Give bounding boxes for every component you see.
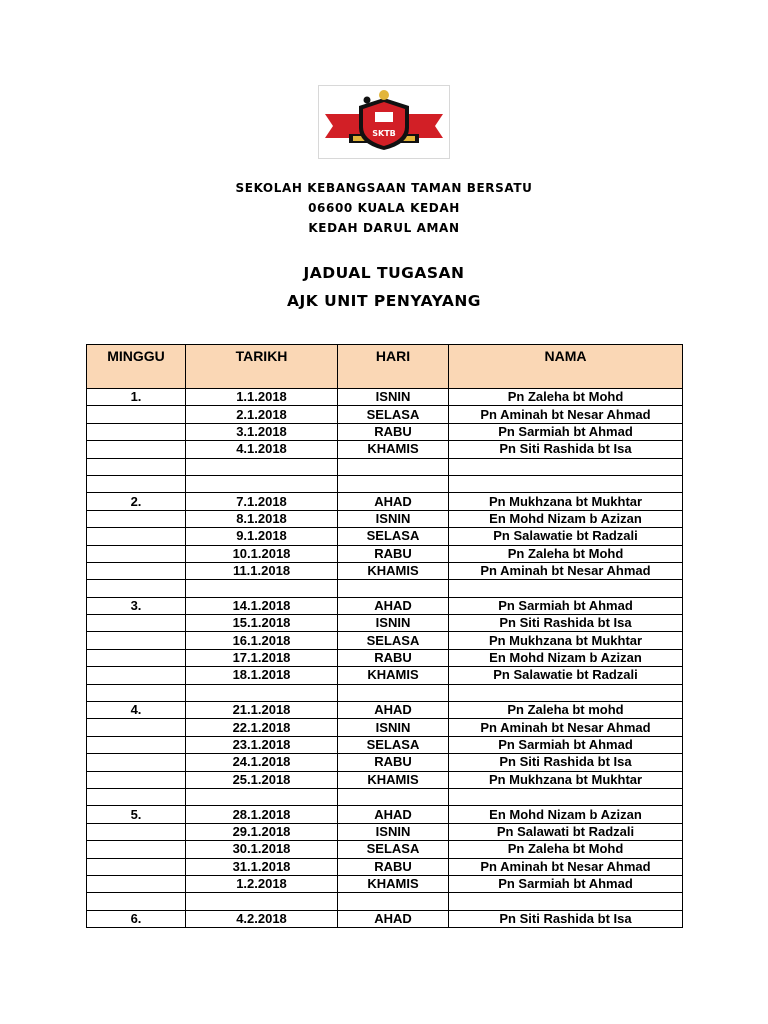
table-row [87,562,683,579]
cell-minggu: 2. [87,493,186,510]
cell-hari: AHAD [338,597,449,614]
cell-nama: Pn Salawati bt Radzali [449,823,683,840]
school-name: SEKOLAH KEBANGSAAN TAMAN BERSATU [235,181,533,195]
cell-tarikh: 25.1.2018 [186,771,338,788]
cell-tarikh: 14.1.2018 [186,597,338,614]
table-row [87,458,683,475]
table-row [87,910,683,927]
cell-hari: RABU [338,423,449,440]
cell-minggu [87,771,186,788]
cell-tarikh: 16.1.2018 [186,632,338,649]
school-state: KEDAH DARUL AMAN [308,221,460,235]
cell-nama [449,893,683,910]
table-row [87,788,683,805]
cell-nama: En Mohd Nizam b Azizan [449,649,683,666]
cell-nama: Pn Salawatie bt Radzali [449,528,683,545]
cell-tarikh: 30.1.2018 [186,841,338,858]
cell-minggu: 5. [87,806,186,823]
table-row [87,771,683,788]
cell-tarikh: 23.1.2018 [186,736,338,753]
cell-nama: Pn Zaleha bt Mohd [449,389,683,406]
cell-hari [338,580,449,597]
cell-hari [338,458,449,475]
table-row [87,875,683,892]
header-tarikh: TARIKH [186,345,338,389]
cell-tarikh: 8.1.2018 [186,510,338,527]
cell-tarikh: 15.1.2018 [186,615,338,632]
table-row [87,841,683,858]
cell-minggu [87,406,186,423]
table-row [87,632,683,649]
table-row [87,615,683,632]
cell-hari [338,893,449,910]
cell-nama: Pn Siti Rashida bt Isa [449,754,683,771]
cell-nama [449,788,683,805]
cell-nama: Pn Aminah bt Nesar Ahmad [449,406,683,423]
cell-nama: Pn Sarmiah bt Ahmad [449,423,683,440]
table-row [87,719,683,736]
cell-tarikh [186,788,338,805]
cell-nama: Pn Siti Rashida bt Isa [449,441,683,458]
cell-minggu [87,475,186,492]
cell-minggu [87,858,186,875]
cell-nama [449,684,683,701]
header-minggu: MINGGU [87,345,186,389]
cell-tarikh: 11.1.2018 [186,562,338,579]
table-row [87,649,683,666]
cell-hari: KHAMIS [338,441,449,458]
cell-tarikh: 10.1.2018 [186,545,338,562]
cell-nama: En Mohd Nizam b Azizan [449,510,683,527]
cell-minggu [87,893,186,910]
cell-minggu [87,788,186,805]
cell-nama: En Mohd Nizam b Azizan [449,806,683,823]
cell-minggu: 4. [87,702,186,719]
cell-hari [338,475,449,492]
table-header-row [87,345,683,389]
cell-nama: Pn Mukhzana bt Mukhtar [449,771,683,788]
page-subtitle: AJK UNIT PENYAYANG [286,292,482,310]
header-hari: HARI [338,345,449,389]
cell-hari: SELASA [338,632,449,649]
cell-nama: Pn Siti Rashida bt Isa [449,615,683,632]
cell-tarikh: 17.1.2018 [186,649,338,666]
cell-nama: Pn Siti Rashida bt Isa [449,910,683,927]
cell-nama [449,580,683,597]
logo-text: SKTB [372,129,396,138]
cell-minggu [87,736,186,753]
table-row [87,597,683,614]
cell-nama [449,458,683,475]
cell-nama: Pn Mukhzana bt Mukhtar [449,632,683,649]
cell-nama: Pn Sarmiah bt Ahmad [449,597,683,614]
table-row [87,684,683,701]
table-row [87,475,683,492]
table-row [87,754,683,771]
cell-tarikh: 1.2.2018 [186,875,338,892]
cell-minggu: 3. [87,597,186,614]
cell-tarikh: 2.1.2018 [186,406,338,423]
cell-hari: KHAMIS [338,875,449,892]
table-row [87,528,683,545]
cell-minggu [87,667,186,684]
cell-tarikh: 4.1.2018 [186,441,338,458]
cell-nama: Pn Sarmiah bt Ahmad [449,736,683,753]
table-row [87,545,683,562]
table-row [87,736,683,753]
table-row [87,510,683,527]
cell-hari: SELASA [338,841,449,858]
cell-minggu [87,562,186,579]
table-row [87,423,683,440]
cell-nama: Pn Sarmiah bt Ahmad [449,875,683,892]
cell-hari: RABU [338,858,449,875]
table-row [87,702,683,719]
cell-tarikh [186,893,338,910]
cell-hari: KHAMIS [338,771,449,788]
cell-tarikh: 22.1.2018 [186,719,338,736]
cell-minggu [87,632,186,649]
cell-minggu [87,823,186,840]
cell-hari: ISNIN [338,389,449,406]
table-body [87,389,683,928]
cell-hari: ISNIN [338,719,449,736]
cell-nama: Pn Zaleha bt Mohd [449,841,683,858]
cell-tarikh [186,580,338,597]
cell-minggu [87,875,186,892]
cell-tarikh [186,684,338,701]
cell-minggu [87,423,186,440]
table-row [87,806,683,823]
cell-hari: ISNIN [338,510,449,527]
cell-tarikh: 7.1.2018 [186,493,338,510]
cell-hari: SELASA [338,736,449,753]
cell-hari: SELASA [338,528,449,545]
cell-hari: AHAD [338,910,449,927]
cell-hari: AHAD [338,806,449,823]
cell-tarikh: 4.2.2018 [186,910,338,927]
cell-minggu [87,545,186,562]
cell-tarikh: 28.1.2018 [186,806,338,823]
cell-minggu [87,649,186,666]
cell-nama: Pn Salawatie bt Radzali [449,667,683,684]
cell-tarikh: 18.1.2018 [186,667,338,684]
cell-tarikh: 3.1.2018 [186,423,338,440]
cell-hari: KHAMIS [338,667,449,684]
table-row [87,406,683,423]
school-logo [318,85,450,159]
cell-minggu [87,528,186,545]
page-title: JADUAL TUGASAN [303,264,465,282]
duty-roster-table [86,344,683,928]
cell-tarikh: 9.1.2018 [186,528,338,545]
cell-tarikh: 24.1.2018 [186,754,338,771]
cell-nama: Pn Zaleha bt mohd [449,702,683,719]
cell-minggu: 6. [87,910,186,927]
cell-tarikh [186,458,338,475]
cell-hari: ISNIN [338,823,449,840]
cell-minggu [87,719,186,736]
cell-tarikh [186,475,338,492]
cell-tarikh: 1.1.2018 [186,389,338,406]
cell-hari: RABU [338,649,449,666]
table-row [87,389,683,406]
cell-minggu [87,754,186,771]
cell-hari [338,788,449,805]
cell-minggu [87,580,186,597]
table-row [87,580,683,597]
cell-tarikh: 31.1.2018 [186,858,338,875]
cell-hari: AHAD [338,702,449,719]
table-row [87,858,683,875]
table-row [87,493,683,510]
cell-minggu [87,615,186,632]
cell-minggu [87,841,186,858]
cell-tarikh: 29.1.2018 [186,823,338,840]
cell-tarikh: 21.1.2018 [186,702,338,719]
cell-hari: KHAMIS [338,562,449,579]
cell-hari [338,684,449,701]
table-row [87,667,683,684]
school-crest-icon [319,86,449,158]
cell-hari: RABU [338,545,449,562]
cell-hari: AHAD [338,493,449,510]
cell-nama: Pn Aminah bt Nesar Ahmad [449,858,683,875]
cell-hari: RABU [338,754,449,771]
cell-nama: Pn Mukhzana bt Mukhtar [449,493,683,510]
cell-minggu: 1. [87,389,186,406]
cell-minggu [87,441,186,458]
cell-nama: Pn Zaleha bt Mohd [449,545,683,562]
table-row [87,823,683,840]
table-row [87,441,683,458]
cell-hari: SELASA [338,406,449,423]
cell-nama: Pn Aminah bt Nesar Ahmad [449,719,683,736]
cell-nama: Pn Aminah bt Nesar Ahmad [449,562,683,579]
table-row [87,893,683,910]
cell-hari: ISNIN [338,615,449,632]
cell-minggu [87,458,186,475]
cell-nama [449,475,683,492]
cell-minggu [87,510,186,527]
header-nama: NAMA [449,345,683,389]
school-postcode-city: 06600 KUALA KEDAH [308,201,460,215]
cell-minggu [87,684,186,701]
